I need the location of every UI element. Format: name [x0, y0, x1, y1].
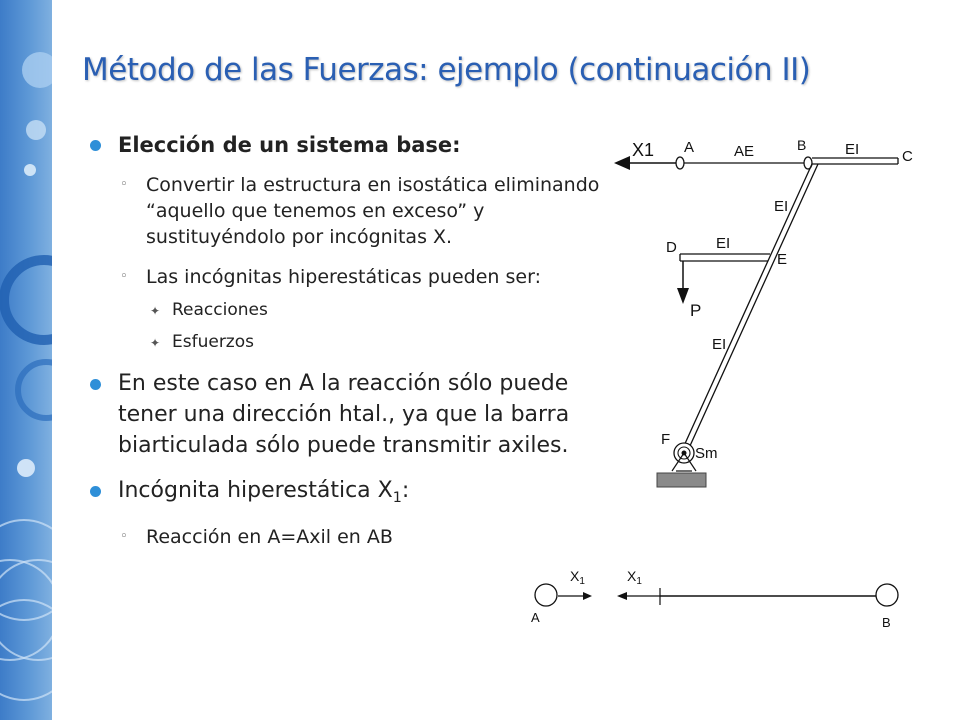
x1-arrowhead	[614, 156, 630, 170]
bullet-text: Incógnita hiperestática X	[118, 478, 393, 503]
sub-bullet-text: Las incógnitas hiperestáticas pueden ser:	[146, 266, 541, 288]
hinge-a	[676, 157, 684, 169]
fbd-label-b: B	[882, 615, 891, 630]
label-sm: Sm	[695, 445, 718, 462]
subscript: 1	[392, 490, 402, 506]
fbd-label-a: A	[531, 610, 540, 625]
label-f: F	[661, 431, 671, 448]
label-d: D	[666, 239, 677, 256]
label-ei-bc: EI	[845, 141, 860, 158]
sub-bullet-text: Reacción en A=Axil en AB	[146, 526, 393, 548]
column-top-line	[683, 164, 812, 448]
star-bullet-icon: ✦	[150, 336, 161, 350]
label-b: B	[797, 137, 807, 153]
sub-bullet-text: Convertir la estructura en isostática eliminando “aquello que tenemos en exceso” y sustituyéndolo por incógnitas X.	[146, 174, 600, 248]
fbd-arrowhead-left	[617, 592, 627, 600]
sub-sub-bullet-text: Reacciones	[172, 300, 268, 320]
node-a-fbd	[535, 584, 557, 606]
ring-bullet-icon: ◦	[120, 269, 128, 284]
column-bottom-line	[689, 164, 818, 448]
star-bullet-icon: ✦	[150, 304, 161, 318]
ring-bullet-icon: ◦	[120, 177, 128, 192]
bullet-text: En este caso en A la reacción sólo puede tener una dirección htal., ya que la barra biarticulada sólo puede transmitir axiles.	[118, 371, 570, 458]
fbd-label-x1-left: $X_1$	[570, 568, 585, 587]
sub-sub-bullet-text: Esfuerzos	[172, 332, 254, 352]
fbd-label-x1-right: $X_1$	[627, 568, 642, 587]
label-ei-lower: EI	[712, 336, 727, 353]
bullet-suffix: :	[401, 478, 410, 503]
label-e: E	[777, 251, 788, 268]
page-title: Método de las Fuerzas: ejemplo (continuación II)	[82, 52, 811, 88]
bullet-text: Elección de un sistema base:	[118, 133, 461, 157]
label-ae: AE	[734, 143, 755, 160]
ground-block	[657, 473, 706, 487]
label-ei-de: EI	[716, 235, 731, 252]
ring-bullet-icon: ◦	[120, 529, 128, 544]
label-p: P	[690, 301, 702, 320]
label-x1: X1	[632, 140, 655, 160]
node-b-fbd	[876, 584, 898, 606]
fbd-arrowhead-right	[583, 592, 592, 600]
label-c: C	[902, 148, 913, 165]
label-ei-upper: EI	[774, 198, 789, 215]
label-a: A	[684, 139, 695, 156]
load-p-arrowhead	[677, 288, 689, 304]
